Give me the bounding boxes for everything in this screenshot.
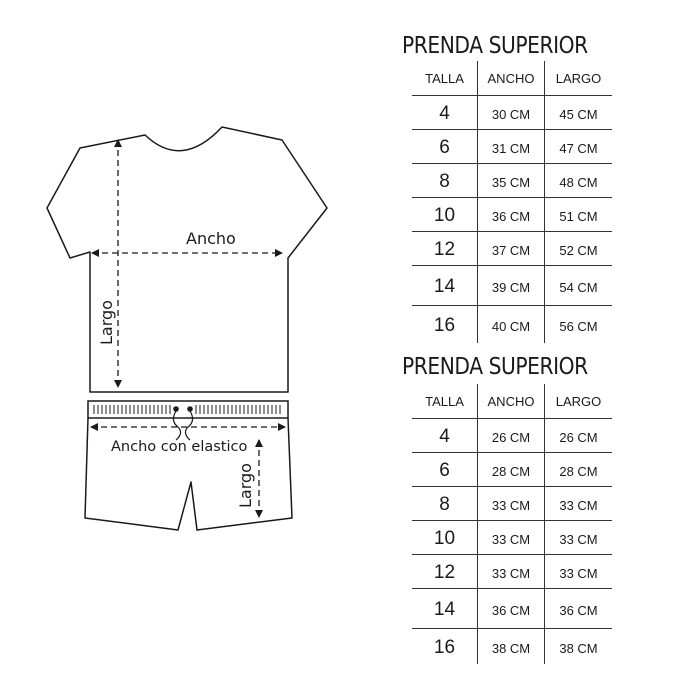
tshirt-illustration: [47, 127, 327, 392]
length-cell: 52 CM: [559, 242, 598, 258]
size-cell: 16: [412, 628, 478, 664]
length-cell: 36 CM: [559, 602, 598, 618]
width-cell: 35 CM: [478, 163, 545, 197]
width-cell: 40 CM: [478, 305, 545, 343]
shorts-outline: [85, 418, 292, 530]
width-cell: 37 CM: [478, 231, 545, 265]
table-row: [412, 129, 612, 164]
table-title: PRENDA SUPERIOR: [402, 354, 588, 380]
size-cell: 8: [412, 163, 478, 197]
table-row: [412, 628, 612, 664]
size-cell: 4: [412, 95, 478, 129]
width-cell: 26 CM: [478, 418, 545, 452]
table-row: [412, 418, 612, 453]
length-cell: 54 CM: [559, 279, 598, 295]
table-row: [412, 452, 612, 487]
width-cell: 33 CM: [478, 486, 545, 520]
width-cell: 30 CM: [478, 95, 545, 129]
length-cell: 56 CM: [559, 318, 598, 334]
width-cell: 36 CM: [478, 197, 545, 231]
tshirt-outline: [47, 127, 327, 392]
header-largo: LARGO: [555, 70, 602, 86]
waistband-ribbing: [94, 405, 280, 414]
width-cell: 39 CM: [478, 265, 545, 305]
size-cell: 12: [412, 231, 478, 265]
size-cell: 6: [412, 452, 478, 486]
table-row: [412, 265, 612, 306]
tshirt-length-label: Largo: [97, 300, 116, 345]
table-row: [412, 520, 612, 555]
table-row: [412, 95, 612, 130]
length-cell: 45 CM: [559, 106, 598, 122]
drawstring: [173, 407, 192, 440]
width-cell: 33 CM: [478, 554, 545, 588]
width-cell: 28 CM: [478, 452, 545, 486]
size-cell: 10: [412, 197, 478, 231]
header-talla: TALLA: [412, 61, 478, 95]
width-cell: 38 CM: [478, 628, 545, 664]
table-title: PRENDA SUPERIOR: [402, 33, 588, 59]
header-ancho: ANCHO: [478, 61, 545, 95]
header-talla: TALLA: [412, 384, 478, 418]
length-cell: 38 CM: [559, 640, 598, 656]
header-largo: LARGO: [555, 393, 602, 409]
length-cell: 47 CM: [559, 140, 598, 156]
length-cell: 28 CM: [559, 463, 598, 479]
shorts-illustration: [85, 401, 292, 530]
size-cell: 4: [412, 418, 478, 452]
table-row: [412, 231, 612, 266]
size-cell: 12: [412, 554, 478, 588]
width-cell: 36 CM: [478, 588, 545, 628]
size-cell: 6: [412, 129, 478, 163]
length-cell: 51 CM: [559, 208, 598, 224]
shorts-width-label: Ancho con elastico: [111, 439, 248, 455]
table-row: [412, 197, 612, 232]
table-header-row: [412, 384, 612, 419]
table-row: [412, 486, 612, 521]
header-ancho: ANCHO: [478, 384, 545, 418]
table-row: [412, 163, 612, 198]
length-cell: 33 CM: [559, 531, 598, 547]
table-row: [412, 554, 612, 589]
length-cell: 33 CM: [559, 497, 598, 513]
size-cell: 14: [412, 265, 478, 305]
table-row: [412, 305, 612, 343]
size-cell: 14: [412, 588, 478, 628]
length-cell: 26 CM: [559, 429, 598, 445]
width-cell: 33 CM: [478, 520, 545, 554]
length-cell: 33 CM: [559, 565, 598, 581]
size-cell: 16: [412, 305, 478, 343]
width-cell: 31 CM: [478, 129, 545, 163]
size-cell: 8: [412, 486, 478, 520]
shorts-length-label: Largo: [236, 463, 255, 508]
length-cell: 48 CM: [559, 174, 598, 190]
table-row: [412, 588, 612, 629]
size-cell: 10: [412, 520, 478, 554]
table-header-row: [412, 61, 612, 96]
tshirt-width-label: Ancho: [186, 229, 236, 248]
